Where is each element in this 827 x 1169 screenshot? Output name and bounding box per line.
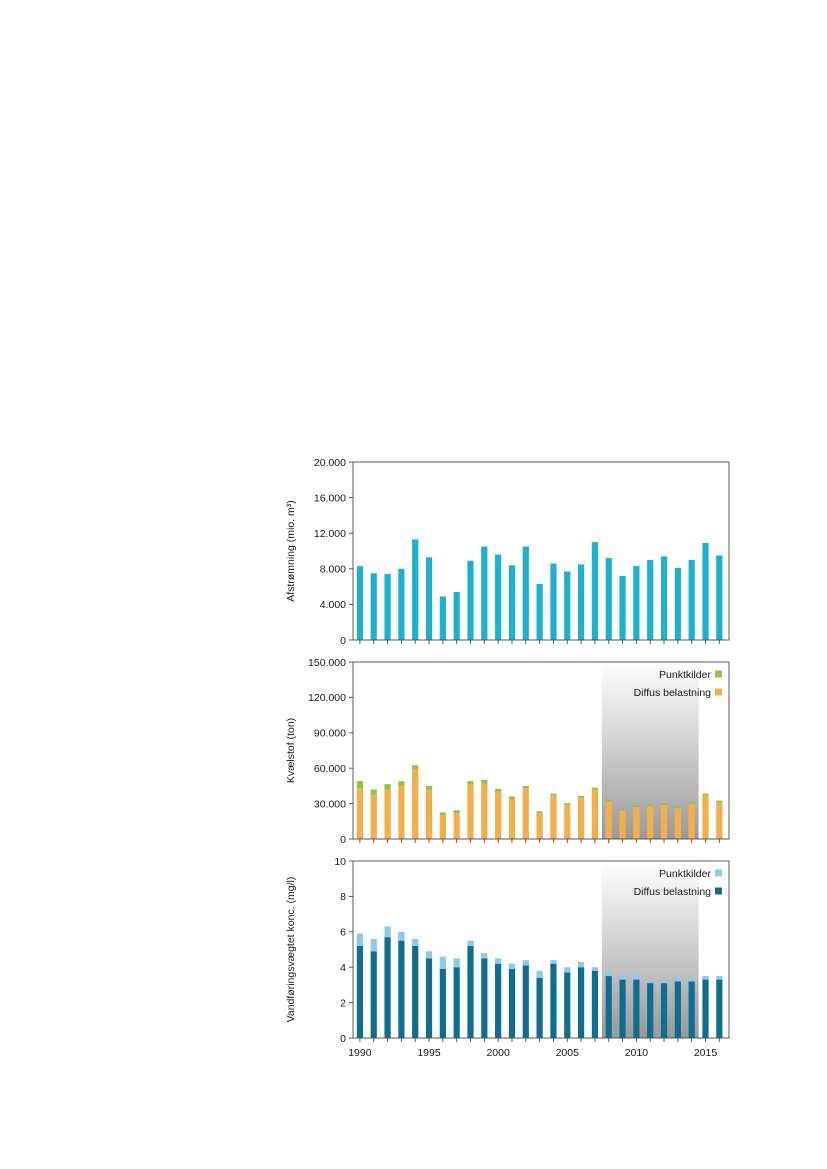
bar-punktkilder-2009	[619, 809, 625, 811]
bar-afstrømning-1995	[426, 557, 432, 640]
bar-diffus-belastning-2008	[606, 801, 612, 839]
bar-punktkilder-2011	[647, 804, 653, 806]
bar-diffus-belastning-2003	[537, 813, 543, 839]
bar-diffus-belastning-2016	[716, 980, 722, 1038]
bar-diffus-belastning-1990	[357, 946, 363, 1038]
bar-punktkilder-1997	[454, 958, 460, 967]
bar-diffus-belastning-2010	[633, 980, 639, 1038]
bar-diffus-belastning-2006	[578, 798, 584, 839]
bar-punktkilder-1991	[371, 789, 377, 795]
bar-punktkilder-2001	[509, 797, 515, 799]
bar-punktkilder-2013	[675, 978, 681, 982]
bar-punktkilder-2007	[592, 788, 598, 790]
y-tick-label: 8.000	[319, 563, 346, 576]
bar-diffus-belastning-2012	[661, 983, 667, 1038]
y-tick-label: 150.000	[308, 656, 346, 669]
bar-punktkilder-2005	[564, 803, 570, 805]
y-tick-label: 4.000	[319, 599, 346, 612]
bar-punktkilder-2000	[495, 958, 501, 963]
bar-diffus-belastning-2001	[509, 969, 515, 1038]
bar-punktkilder-2000	[495, 789, 501, 792]
bar-afstrømning-2013	[675, 568, 681, 640]
bar-punktkilder-2010	[633, 805, 639, 807]
bar-diffus-belastning-1992	[384, 789, 390, 839]
bar-punktkilder-1995	[426, 786, 432, 790]
bar-punktkilder-2015	[702, 976, 708, 980]
bar-diffus-belastning-1993	[398, 786, 404, 839]
chart-panel-2	[285, 657, 729, 846]
bar-afstrømning-1997	[454, 592, 460, 640]
bar-afstrømning-1998	[467, 561, 473, 640]
bar-afstrømning-2015	[702, 543, 708, 640]
bar-diffus-belastning-1995	[426, 958, 432, 1038]
bar-afstrømning-1994	[412, 539, 418, 640]
bar-afstrømning-2014	[689, 560, 695, 640]
bar-diffus-belastning-1997	[454, 813, 460, 839]
bar-punktkilder-2009	[619, 974, 625, 979]
bar-diffus-belastning-1990	[357, 788, 363, 839]
bar-diffus-belastning-2006	[578, 967, 584, 1038]
bar-punktkilder-1993	[398, 781, 404, 786]
bar-diffus-belastning-2011	[647, 983, 653, 1038]
bar-afstrømning-1999	[481, 547, 487, 640]
bar-afstrømning-2005	[564, 571, 570, 640]
bar-diffus-belastning-2001	[509, 799, 515, 839]
bar-punktkilder-1992	[384, 784, 390, 789]
bar-diffus-belastning-1997	[454, 967, 460, 1038]
bar-diffus-belastning-1999	[481, 784, 487, 839]
bar-diffus-belastning-1996	[440, 969, 446, 1038]
bar-punktkilder-2004	[550, 794, 556, 796]
bar-diffus-belastning-1991	[371, 795, 377, 839]
bar-diffus-belastning-2008	[606, 976, 612, 1038]
bar-punktkilder-2002	[523, 786, 529, 788]
bar-punktkilder-1992	[384, 926, 390, 937]
bar-afstrømning-1992	[384, 574, 390, 640]
x-tick-label: 2010	[624, 1047, 649, 1059]
bar-punktkilder-2006	[578, 796, 584, 798]
bar-punktkilder-1996	[440, 957, 446, 969]
y-tick-label: 6	[340, 926, 346, 939]
bar-punktkilder-2003	[537, 811, 543, 813]
y-axis-title: Vandføringsvægtet konc. (mg/l)	[285, 876, 297, 1023]
bar-punktkilder-2012	[661, 980, 667, 984]
bar-punktkilder-1993	[398, 932, 404, 941]
bar-afstrømning-2004	[550, 563, 556, 640]
y-tick-label: 0	[340, 634, 346, 647]
bar-diffus-belastning-2009	[619, 811, 625, 839]
bar-afstrømning-2006	[578, 564, 584, 640]
y-axis-title: Kvælstof (ton)	[285, 717, 297, 784]
bar-punktkilder-2014	[689, 802, 695, 804]
bar-punktkilder-2016	[716, 801, 722, 803]
y-tick-label: 60.000	[313, 763, 346, 775]
bar-punktkilder-2013	[675, 807, 681, 809]
legend-swatch	[715, 671, 722, 678]
y-axis-title: Afstrømning (mio. m³)	[285, 500, 297, 602]
legend-swatch	[715, 870, 722, 877]
chart-panel-1	[285, 457, 729, 647]
bar-afstrømning-2002	[523, 547, 529, 640]
x-tick-label: 1995	[417, 1047, 441, 1059]
bar-diffus-belastning-1998	[467, 785, 473, 839]
bar-diffus-belastning-1991	[371, 951, 377, 1038]
legend-label: Diffus belastning	[633, 687, 711, 699]
bar-punktkilder-2014	[689, 978, 695, 982]
legend-label: Punktkilder	[659, 669, 711, 681]
chart-panel-3	[285, 856, 729, 1059]
bar-afstrømning-2000	[495, 555, 501, 640]
bar-afstrømning-2008	[606, 558, 612, 640]
bar-punktkilder-1996	[440, 812, 446, 815]
bar-punktkilder-2006	[578, 962, 584, 967]
bar-punktkilder-1994	[412, 765, 418, 769]
y-tick-label: 120.000	[308, 692, 346, 705]
y-tick-label: 0	[340, 833, 346, 846]
bar-diffus-belastning-2009	[619, 980, 625, 1038]
bar-diffus-belastning-2007	[592, 971, 598, 1038]
bar-diffus-belastning-2004	[550, 795, 556, 839]
bar-diffus-belastning-2000	[495, 964, 501, 1038]
bar-punktkilder-1990	[357, 781, 363, 788]
bar-punktkilder-2004	[550, 960, 556, 964]
bar-diffus-belastning-2014	[689, 981, 695, 1038]
bar-punktkilder-1997	[454, 810, 460, 813]
bar-afstrømning-1993	[398, 569, 404, 640]
bar-diffus-belastning-1993	[398, 941, 404, 1038]
legend-label: Punktkilder	[659, 868, 711, 880]
bar-punktkilder-1998	[467, 781, 473, 785]
bar-diffus-belastning-2005	[564, 973, 570, 1038]
bar-punktkilder-2003	[537, 971, 543, 978]
y-tick-label: 90.000	[313, 727, 346, 740]
bar-diffus-belastning-1994	[412, 946, 418, 1038]
bar-punktkilder-2016	[716, 976, 722, 980]
y-tick-label: 30.000	[313, 798, 346, 811]
bar-punktkilder-1990	[357, 934, 363, 946]
x-tick-label: 2000	[486, 1047, 510, 1059]
bar-diffus-belastning-2004	[550, 964, 556, 1038]
bar-afstrømning-2012	[661, 556, 667, 640]
bar-afstrømning-2009	[619, 576, 625, 640]
y-tick-label: 16.000	[313, 492, 346, 505]
bar-diffus-belastning-2011	[647, 806, 653, 839]
bar-diffus-belastning-2012	[661, 805, 667, 839]
bar-diffus-belastning-2015	[702, 980, 708, 1038]
bar-diffus-belastning-2016	[716, 802, 722, 839]
y-tick-label: 10	[334, 855, 346, 868]
y-tick-label: 2	[340, 997, 346, 1010]
bar-punktkilder-2012	[661, 803, 667, 805]
bar-afstrømning-1991	[371, 573, 377, 640]
bar-punktkilder-1999	[481, 780, 487, 784]
y-tick-label: 8	[340, 891, 346, 904]
bar-diffus-belastning-1998	[467, 946, 473, 1038]
legend-swatch	[715, 888, 722, 895]
chart-panels	[285, 457, 729, 1059]
bar-afstrømning-2003	[537, 584, 543, 640]
bar-punktkilder-2001	[509, 964, 515, 969]
bar-afstrømning-1996	[440, 596, 446, 640]
bar-punktkilder-2010	[633, 974, 639, 979]
bar-punktkilder-1991	[371, 939, 377, 951]
y-tick-label: 0	[340, 1032, 346, 1045]
bar-punktkilder-1998	[467, 941, 473, 946]
x-tick-label: 1990	[348, 1047, 372, 1059]
bar-diffus-belastning-2005	[564, 805, 570, 839]
bar-punktkilder-2008	[606, 973, 612, 977]
bar-diffus-belastning-2007	[592, 789, 598, 839]
bar-diffus-belastning-2013	[675, 981, 681, 1038]
bar-afstrømning-2007	[592, 542, 598, 640]
legend-label: Diffus belastning	[633, 886, 711, 898]
bar-punktkilder-1994	[412, 939, 418, 946]
bar-diffus-belastning-1994	[412, 769, 418, 839]
bar-diffus-belastning-2002	[523, 965, 529, 1038]
bar-afstrømning-1990	[357, 566, 363, 640]
y-tick-label: 12.000	[313, 528, 346, 540]
y-tick-label: 4	[340, 962, 346, 974]
bar-afstrømning-2011	[647, 560, 653, 640]
bar-diffus-belastning-2015	[702, 795, 708, 839]
bar-diffus-belastning-1992	[384, 937, 390, 1038]
bar-punktkilder-1995	[426, 951, 432, 958]
bar-punktkilder-2008	[606, 799, 612, 801]
bar-diffus-belastning-2010	[633, 807, 639, 839]
bar-diffus-belastning-1999	[481, 958, 487, 1038]
bar-diffus-belastning-2013	[675, 808, 681, 839]
bar-punktkilder-2005	[564, 967, 570, 972]
bar-punktkilder-2011	[647, 980, 653, 984]
legend-swatch	[715, 689, 722, 696]
bar-punktkilder-2002	[523, 960, 529, 965]
bar-afstrømning-2016	[716, 555, 722, 640]
bar-punktkilder-2015	[702, 794, 708, 796]
bar-diffus-belastning-1996	[440, 815, 446, 839]
bar-punktkilder-1999	[481, 953, 487, 958]
bar-diffus-belastning-2000	[495, 792, 501, 839]
bar-afstrømning-2010	[633, 566, 639, 640]
y-tick-label: 20.000	[313, 456, 346, 469]
bar-punktkilder-2007	[592, 967, 598, 971]
x-tick-label: 2005	[555, 1047, 579, 1059]
bar-diffus-belastning-2003	[537, 978, 543, 1038]
bar-diffus-belastning-1995	[426, 789, 432, 839]
x-tick-label: 2015	[693, 1047, 718, 1059]
bar-diffus-belastning-2002	[523, 788, 529, 839]
bar-afstrømning-2001	[509, 565, 515, 640]
bar-diffus-belastning-2014	[689, 804, 695, 839]
